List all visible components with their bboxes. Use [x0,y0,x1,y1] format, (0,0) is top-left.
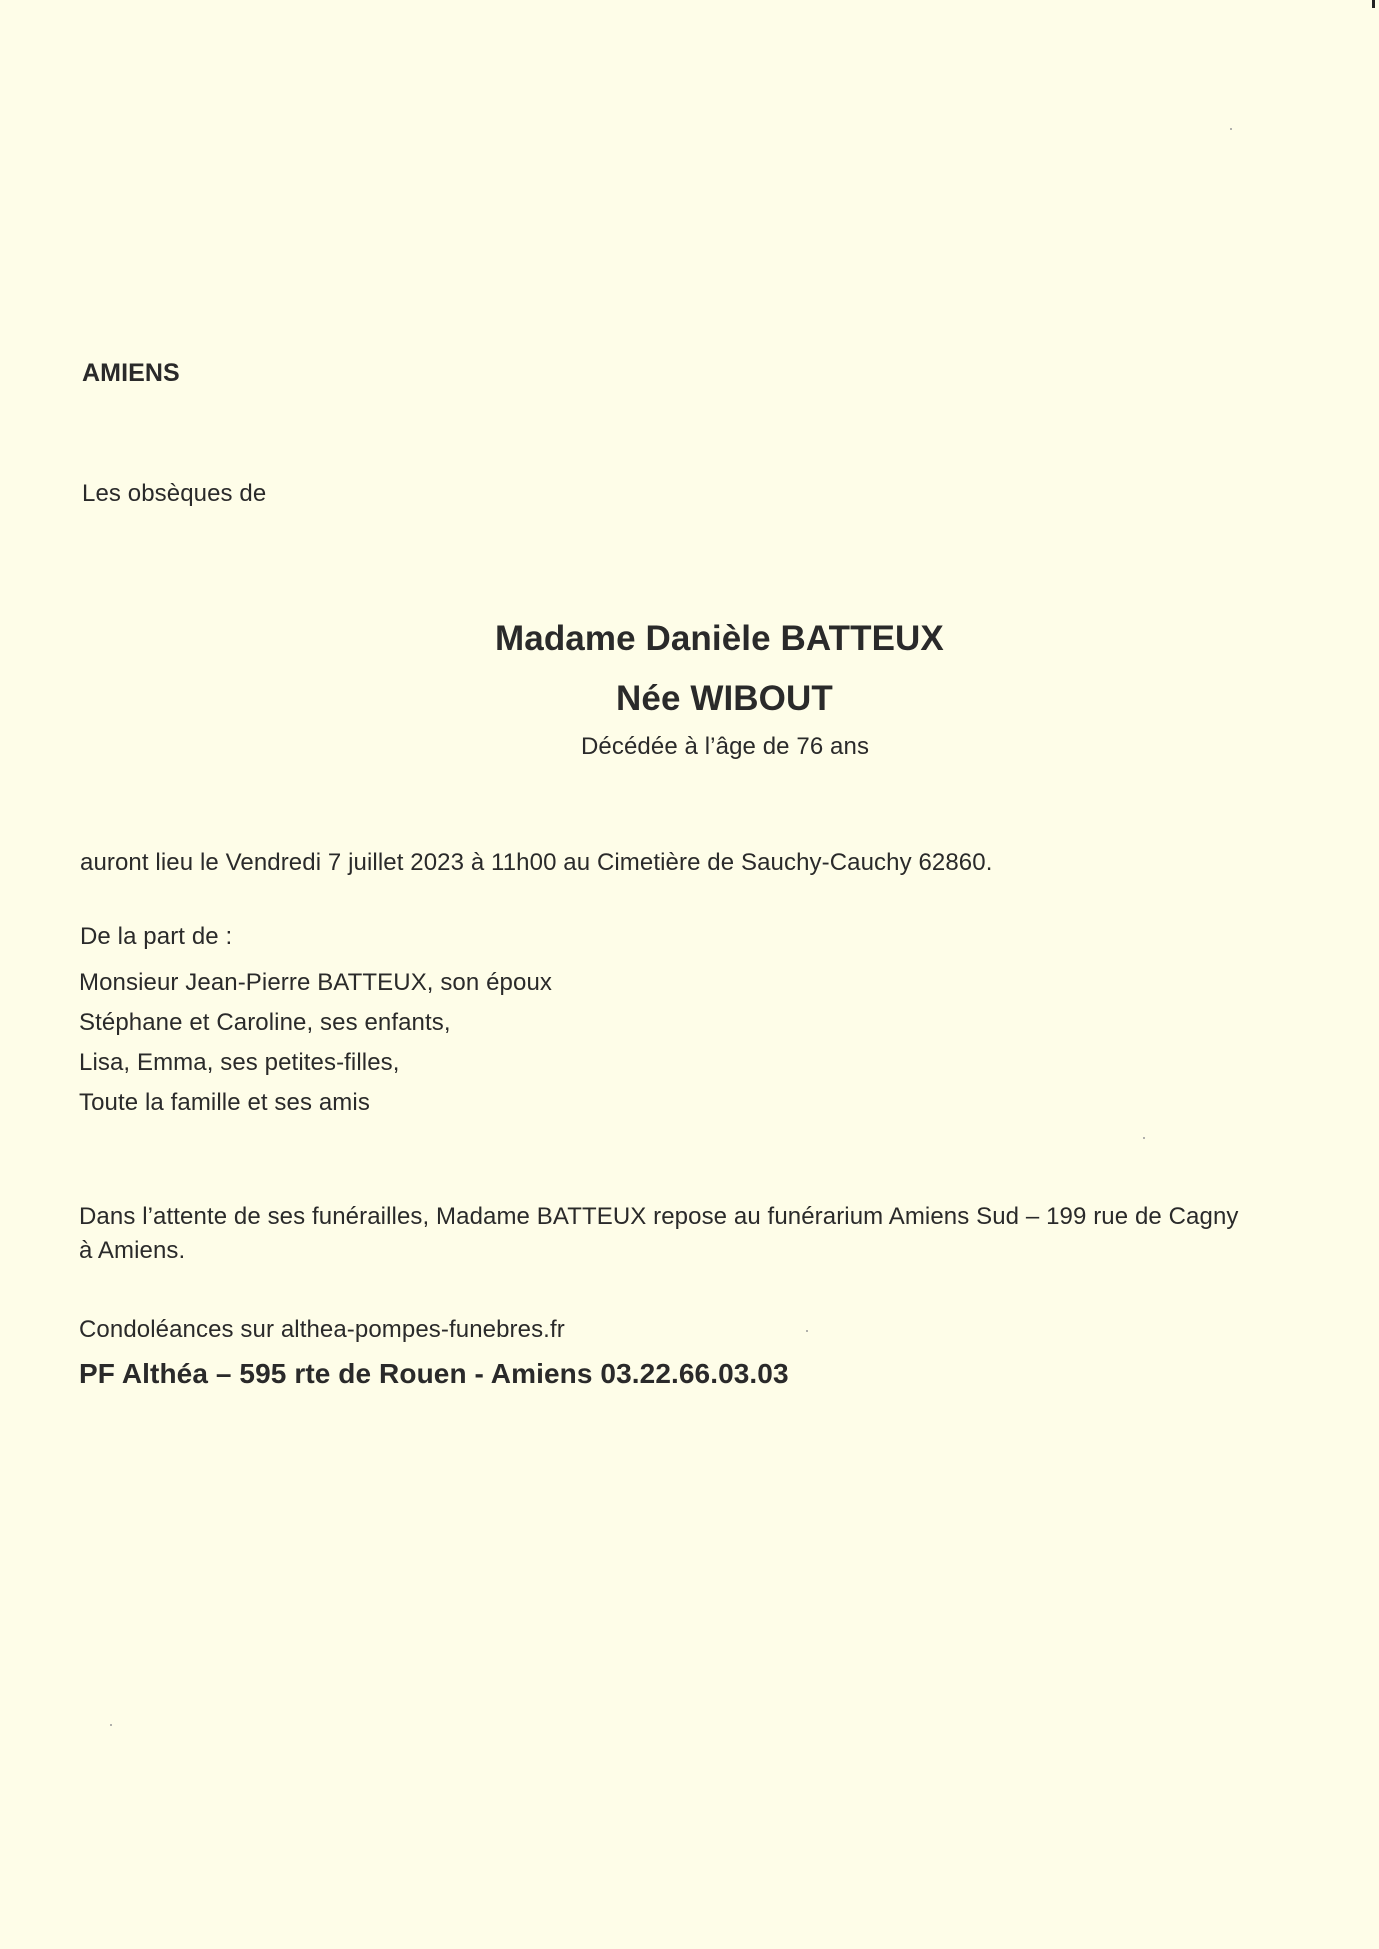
scan-speck [110,1724,112,1726]
family-member: Monsieur Jean-Pierre BATTEUX, son époux [79,969,552,996]
family-member: Stéphane et Caroline, ses enfants, [79,1009,451,1036]
intro-text: Les obsèques de [82,480,267,507]
ceremony-details: auront lieu le Vendredi 7 juillet 2023 à 11h00 au Cimetière de Sauchy-Cauchy 62860. [80,849,993,876]
deceased-name: Madame Danièle BATTEUX [495,619,944,658]
condolences-line: Condoléances sur althea-pompes-funebres.fr [79,1316,565,1343]
wake-info-line2: à Amiens. [79,1237,186,1264]
wake-info-line1: Dans l’attente de ses funérailles, Madame BATTEUX repose au funérarium Amiens Sud – 199 rue de Cagny [79,1203,1239,1230]
maiden-name: Née WIBOUT [616,679,833,718]
family-list [79,963,552,1123]
scan-speck [1230,128,1232,130]
scan-mark [1372,0,1375,8]
family-member: Lisa, Emma, ses petites-filles, [79,1049,400,1076]
scan-speck [806,1330,808,1332]
age-line: Décédée à l’âge de 76 ans [581,733,870,760]
funeral-home-contact: PF Althéa – 595 rte de Rouen - Amiens 03.22.66.03.03 [79,1358,789,1389]
scan-speck [1143,1137,1145,1139]
from-label: De la part de : [80,923,233,950]
family-member: Toute la famille et ses amis [79,1089,370,1116]
city-heading: AMIENS [82,359,180,387]
